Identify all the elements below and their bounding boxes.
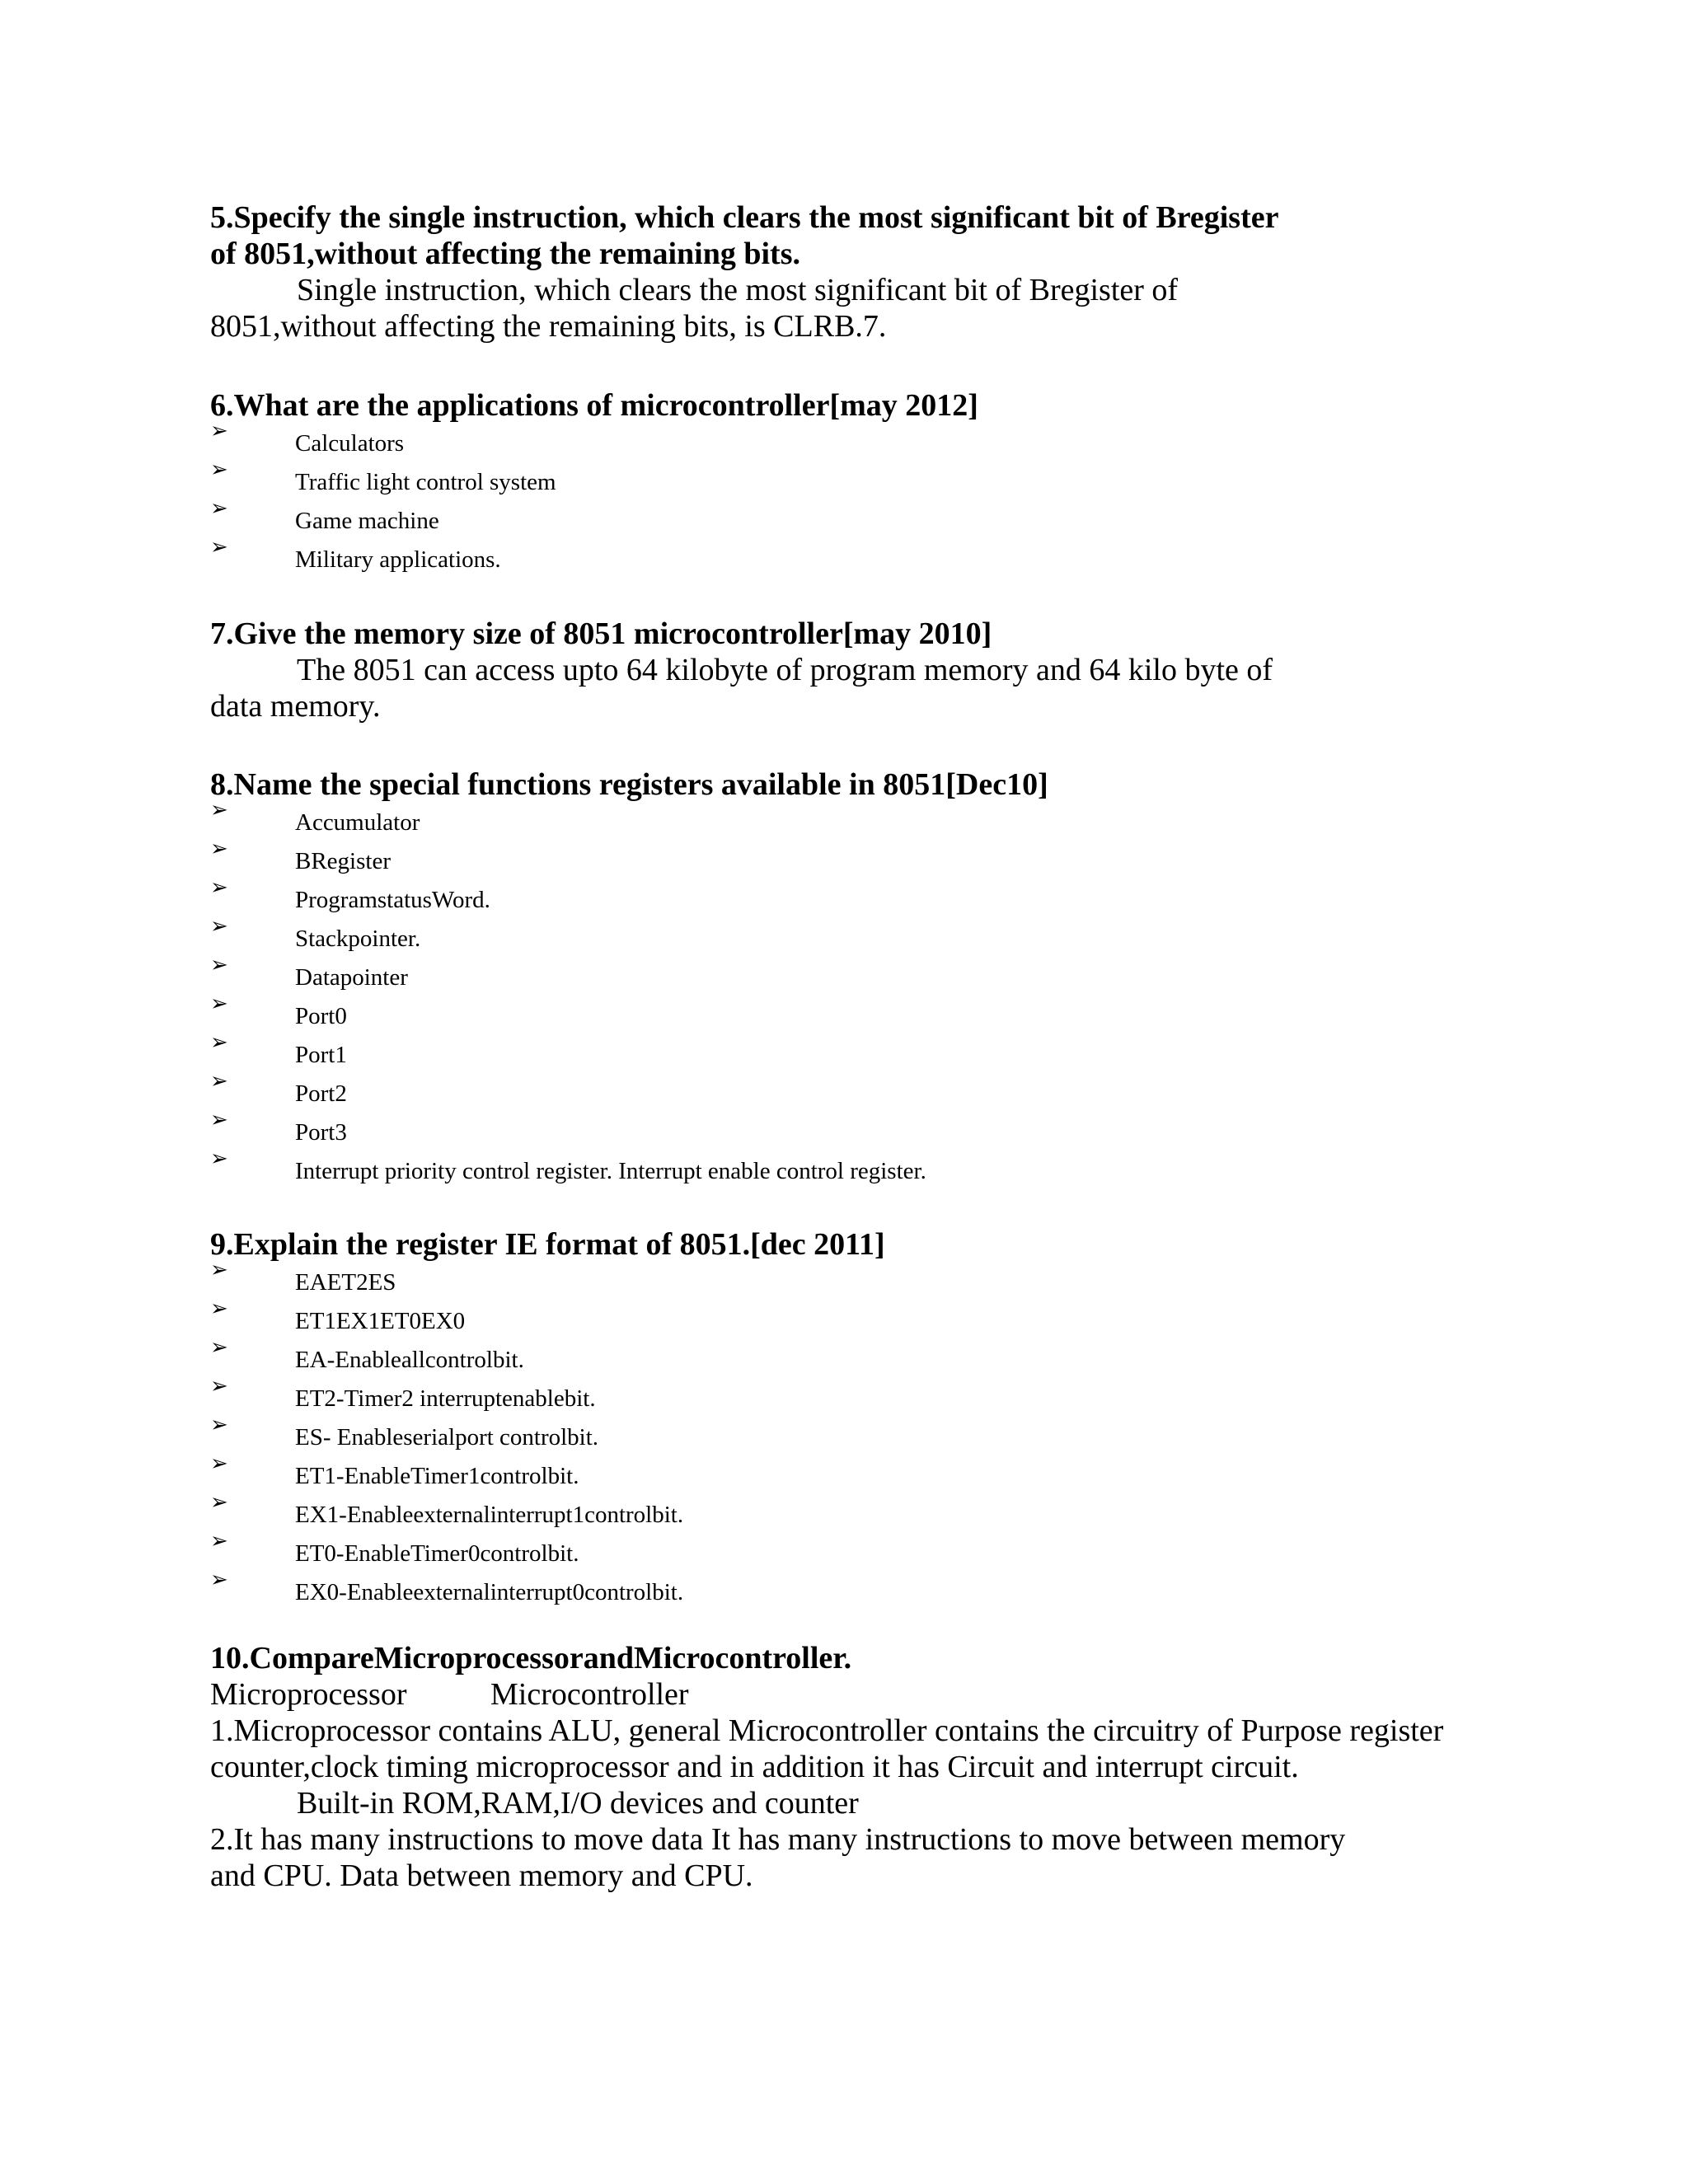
- comparison-line-4: 2.It has many instructions to move data It has many instructions to move between memory: [210, 1822, 1346, 1857]
- question-5-title-line-1: 5.Specify the single instruction, which clears the most significant bit of Bregister: [210, 200, 1279, 235]
- arrowhead-bullet-icon: ➢: [210, 419, 228, 443]
- question-8-title: 8.Name the special functions registers available in 8051[Dec10]: [210, 767, 1048, 802]
- arrowhead-bullet-icon: ➢: [210, 875, 228, 900]
- list-item: ➢ Port2: [210, 1069, 347, 1107]
- list-item: ➢ Military applications.: [210, 535, 501, 573]
- question-9: [210, 1226, 1496, 1611]
- arrowhead-bullet-icon: ➢: [210, 535, 228, 560]
- arrowhead-bullet-icon: ➢: [210, 1451, 228, 1476]
- arrowhead-bullet-icon: ➢: [210, 1335, 228, 1360]
- list-item: ➢ Port1: [210, 1030, 347, 1068]
- comparison-line-5: and CPU. Data between memory and CPU.: [210, 1858, 753, 1893]
- list-item: ➢ Traffic light control system: [210, 457, 556, 495]
- arrowhead-bullet-icon: ➢: [210, 1374, 228, 1399]
- comparison-line-3: Built-in ROM,RAM,I/O devices and counter: [297, 1786, 859, 1821]
- list-item: ➢ Datapointer: [210, 953, 408, 991]
- question-5-title-line-2: of 8051,without affecting the remaining bits.: [210, 237, 800, 271]
- arrowhead-bullet-icon: ➢: [210, 1069, 228, 1094]
- list-item: ➢ ET0-EnableTimer0controlbit.: [210, 1529, 579, 1567]
- arrowhead-bullet-icon: ➢: [210, 1108, 228, 1132]
- arrowhead-bullet-icon: ➢: [210, 1030, 228, 1055]
- list-item: ➢ BRegister: [210, 837, 391, 874]
- arrowhead-bullet-icon: ➢: [210, 1529, 228, 1554]
- list-item: ➢ Interrupt priority control register. Interrupt enable control register.: [210, 1146, 926, 1184]
- question-8: [210, 766, 1496, 1190]
- list-item: ➢ ES- Enableserialport controlbit.: [210, 1413, 599, 1451]
- list-item: ➢ EX1-Enableexternalinterrupt1controlbit.: [210, 1490, 684, 1528]
- comparison-column-headers: [210, 1676, 1496, 1713]
- question-9-title: 9.Explain the register IE format of 8051.[dec 2011]: [210, 1227, 885, 1262]
- question-6: [210, 387, 1496, 579]
- question-7: [210, 616, 1496, 724]
- arrowhead-bullet-icon: ➢: [210, 1568, 228, 1592]
- arrowhead-bullet-icon: ➢: [210, 1490, 228, 1515]
- question-7-answer-line-2: data memory.: [210, 689, 381, 724]
- arrowhead-bullet-icon: ➢: [210, 1146, 228, 1171]
- list-item: ➢ EAET2ES: [210, 1258, 396, 1296]
- list-item: ➢ Port3: [210, 1108, 347, 1146]
- column-header-microcontroller: Microcontroller: [490, 1677, 689, 1712]
- comparison-line-1: 1.Microprocessor contains ALU, general Microcontroller contains the circuitry of Purpose register: [210, 1713, 1444, 1748]
- question-10: [210, 1640, 1496, 1894]
- question-8-list: [210, 798, 1496, 1190]
- list-item: ➢ ET1EX1ET0EX0: [210, 1296, 466, 1334]
- arrowhead-bullet-icon: ➢: [210, 457, 228, 482]
- question-7-answer-line-1: The 8051 can access upto 64 kilobyte of program memory and 64 kilo byte of: [297, 653, 1273, 687]
- comparison-line-2: counter,clock timing microprocessor and in addition it has Circuit and interrupt circuit.: [210, 1750, 1299, 1784]
- list-item: ➢ Game machine: [210, 496, 439, 534]
- question-7-title: 7.Give the memory size of 8051 microcontroller[may 2010]: [210, 616, 992, 651]
- question-6-title: 6.What are the applications of microcontroller[may 2012]: [210, 388, 978, 423]
- arrowhead-bullet-icon: ➢: [210, 1296, 228, 1321]
- question-5: [210, 199, 1496, 344]
- list-item: ➢ ProgramstatusWord.: [210, 875, 490, 913]
- column-header-microprocessor: Microprocessor: [210, 1677, 407, 1712]
- question-10-title: 10.CompareMicroprocessorandMicrocontroller.: [210, 1641, 852, 1675]
- arrowhead-bullet-icon: ➢: [210, 953, 228, 977]
- question-6-list: [210, 419, 1496, 579]
- arrowhead-bullet-icon: ➢: [210, 496, 228, 521]
- arrowhead-bullet-icon: ➢: [210, 1413, 228, 1437]
- list-item: ➢ ET1-EnableTimer1controlbit.: [210, 1451, 579, 1489]
- arrowhead-bullet-icon: ➢: [210, 798, 228, 823]
- question-9-list: [210, 1258, 1496, 1611]
- list-item: ➢ Calculators: [210, 419, 405, 457]
- arrowhead-bullet-icon: ➢: [210, 914, 228, 939]
- arrowhead-bullet-icon: ➢: [210, 1258, 228, 1282]
- question-5-answer-line-2: 8051,without affecting the remaining bits, is CLRB.7.: [210, 309, 887, 344]
- list-item: ➢ EX0-Enableexternalinterrupt0controlbit.: [210, 1568, 684, 1605]
- list-item: ➢ EA-Enableallcontrolbit.: [210, 1335, 524, 1373]
- list-item: ➢ ET2-Timer2 interruptenablebit.: [210, 1374, 596, 1412]
- list-item: ➢ Stackpointer.: [210, 914, 421, 952]
- list-item: ➢ Accumulator: [210, 798, 420, 836]
- list-item: ➢ Port0: [210, 991, 347, 1029]
- arrowhead-bullet-icon: ➢: [210, 991, 228, 1016]
- arrowhead-bullet-icon: ➢: [210, 837, 228, 861]
- question-5-answer-line-1: Single instruction, which clears the most significant bit of Bregister of: [297, 273, 1179, 307]
